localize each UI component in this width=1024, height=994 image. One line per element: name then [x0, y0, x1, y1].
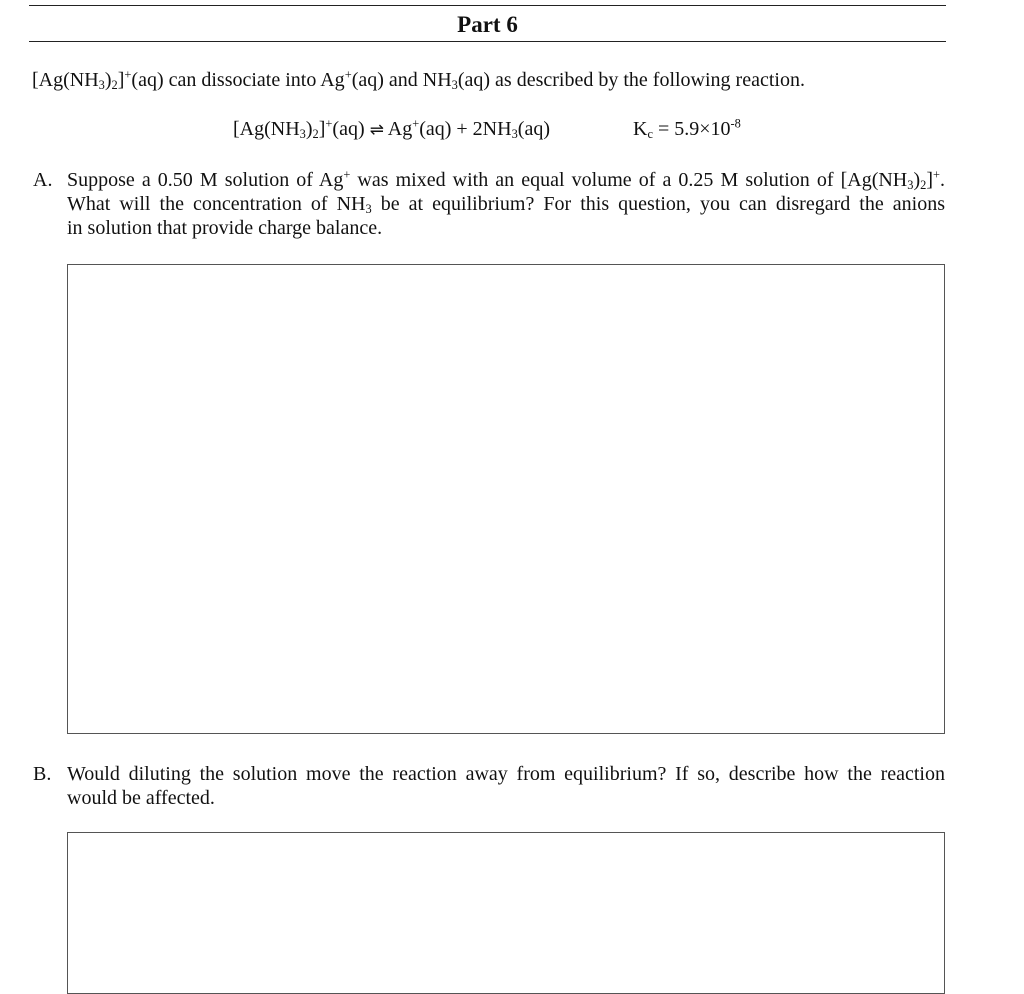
answer-box-b[interactable] — [67, 832, 945, 994]
equilibrium-constant: $K_c = 5.9\times 10^{-8}$ — [633, 116, 741, 142]
question-b-label: B. — [33, 763, 52, 785]
question-b-text — [67, 762, 945, 810]
part-title: Part 6 — [457, 12, 518, 37]
reaction-equation: $[Ag(NH_3)_2]^+(aq)$ ⇌ $Ag^+(aq) + 2NH_3(aq)$ — [233, 116, 550, 142]
answer-box-a[interactable] — [67, 264, 945, 734]
question-a-label: A. — [33, 169, 53, 191]
header-bottom-rule — [29, 41, 946, 42]
question-b-line-1: Would diluting the solution move the reaction away from equilibrium? If so, describe how the reaction — [67, 763, 945, 785]
question-a-line-2: What will the concentration of $NH_3$ be at equilibrium? For this question, you can disregard the anions — [67, 193, 945, 217]
header-top-rule — [29, 5, 946, 6]
question-a-text — [67, 168, 945, 240]
question-b-line-2: would be affected. — [67, 787, 215, 809]
question-a-line-3: in solution that provide charge balance. — [67, 217, 383, 239]
intro-sentence: $[Ag(NH_3)_2]^+(aq)$ can dissociate into Ag+(aq) and $NH_3(aq)$ as described by the following reaction. — [32, 67, 805, 93]
equilibrium-arrow-icon: ⇌ — [369, 120, 384, 140]
question-a-line-1: Suppose a 0.50 M solution of Ag+ was mixed with an equal volume of a 0.25 M solution of $[Ag(NH_3)_2]^+$. — [67, 167, 945, 193]
